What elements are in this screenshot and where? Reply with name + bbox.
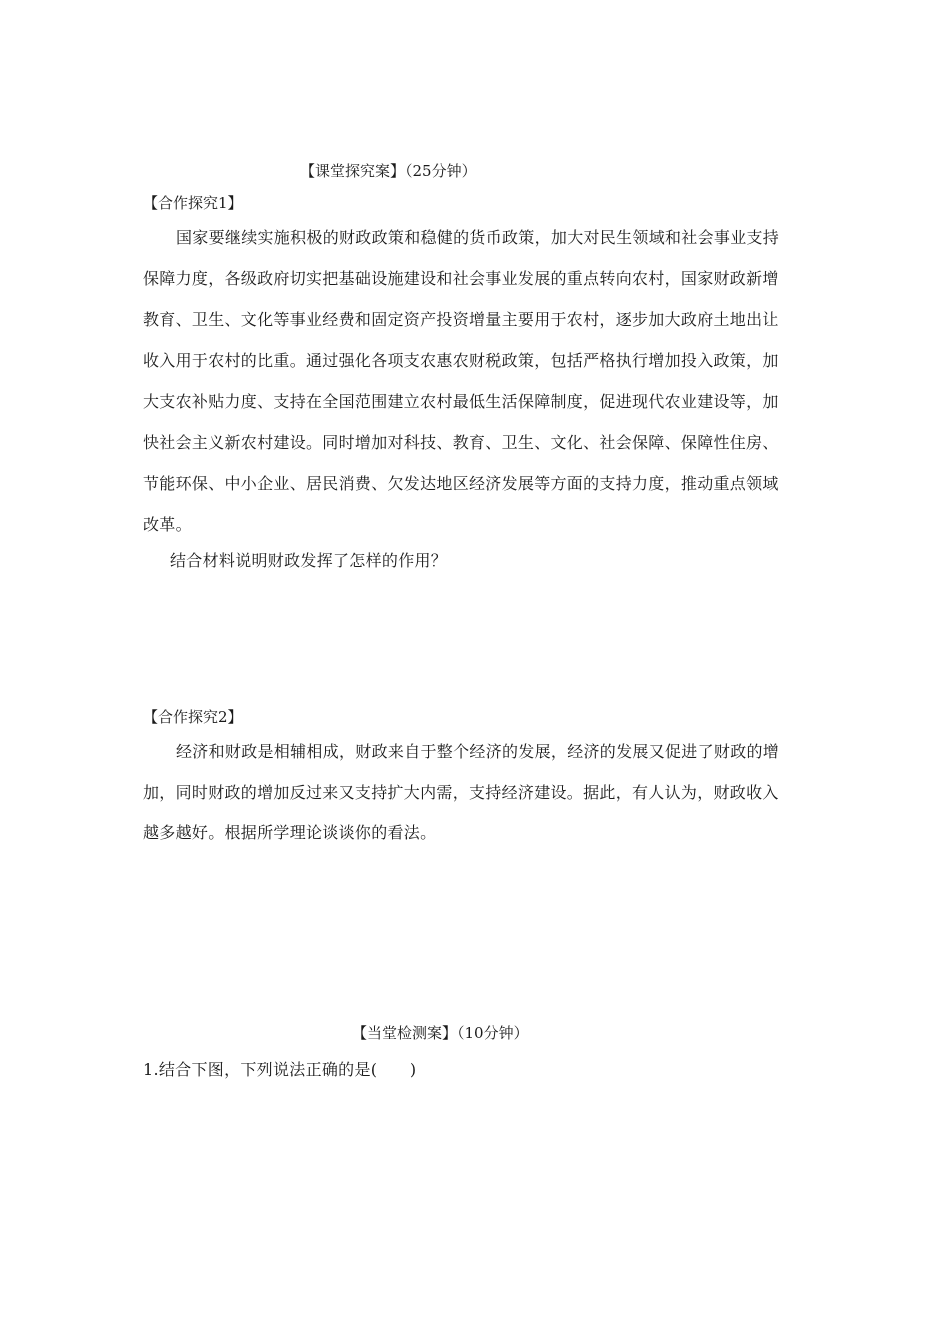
- explore2-line: 加，同时财政的增加反过来又支持扩大内需，支持经济建设。据此，有人认为，财政收入: [143, 783, 779, 802]
- explore1-question: 结合材料说明财政发挥了怎样的作用？: [170, 551, 448, 570]
- explore2-line: 经济和财政是相辅相成，财政来自于整个经济的发展，经济的发展又促进了财政的增: [176, 742, 780, 761]
- explore1-line: 大支农补贴力度、支持在全国范围建立农村最低生活保障制度，促进现代农业建设等，加: [143, 392, 779, 411]
- explore1-line: 国家要继续实施积极的财政政策和稳健的货币政策，加大对民生领域和社会事业支持: [176, 228, 780, 247]
- explore1-line: 保障力度，各级政府切实把基础设施建设和社会事业发展的重点转向农村，国家财政新增: [143, 269, 779, 288]
- test-question-1: 1.结合下图，下列说法正确的是( ): [143, 1060, 417, 1079]
- explore1-line: 收入用于农村的比重。通过强化各项支农惠农财税政策，包括严格执行增加投入政策，加: [143, 351, 779, 370]
- test-section-title: 【当堂检测案】（10分钟）: [352, 1024, 529, 1042]
- classroom-section-title: 【课堂探究案】（25分钟）: [300, 162, 477, 180]
- explore2-line: 越多越好。根据所学理论谈谈你的看法。: [143, 823, 437, 842]
- explore1-line: 教育、卫生、文化等事业经费和固定资产投资增量主要用于农村，逐步加大政府土地出让: [143, 310, 779, 329]
- explore1-line: 改革。: [143, 515, 192, 534]
- explore2-title: 【合作探究2】: [143, 708, 243, 726]
- explore1-title: 【合作探究1】: [143, 194, 243, 212]
- explore1-line: 快社会主义新农村建设。同时增加对科技、教育、卫生、文化、社会保障、保障性住房、: [143, 433, 779, 452]
- explore1-line: 节能环保、中小企业、居民消费、欠发达地区经济发展等方面的支持力度，推动重点领域: [143, 474, 779, 493]
